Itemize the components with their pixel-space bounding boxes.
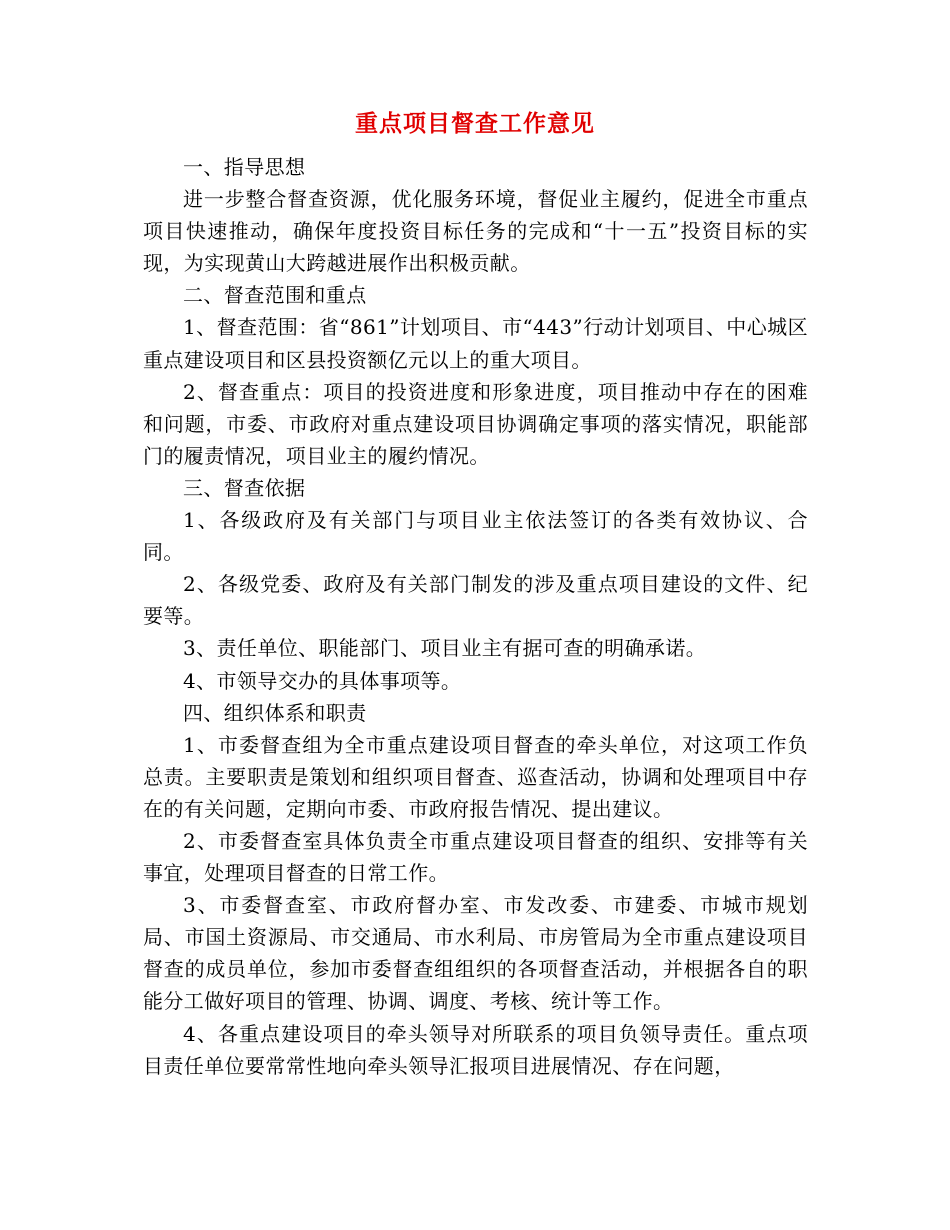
- paragraph-scope-focus: 2、督查重点：项目的投资进度和形象进度，项目推动中存在的困难和问题，市委、市政府对重点建设项目协调确定事项的落实情况，职能部门的履责情况，项目业主的履约情况。: [143, 379, 808, 468]
- paragraph-organization-2: 2、市委督查室具体负责全市重点建设项目督查的组织、安排等有关事宜，处理项目督查的日常工作。: [143, 828, 808, 886]
- paragraph-scope-range: 1、督查范围：省“861”计划项目、市“443”行动计划项目、中心城区重点建设项目和区县投资额亿元以上的重大项目。: [143, 315, 808, 372]
- document-title: 重点项目督查工作意见: [355, 110, 595, 137]
- paragraph-organization-1: 1、市委督查组为全市重点建设项目督查的牵头单位，对这项工作负总责。主要职责是策划和组织项目督查、巡查活动，协调和处理项目中存在的有关问题，定期向市委、市政府报告情况、提出建议。: [143, 732, 808, 821]
- paragraph-basis-1: 1、各级政府及有关部门与项目业主依法签订的各类有效协议、合同。: [143, 508, 808, 565]
- paragraph-basis-4: 4、市领导交办的具体事项等。: [183, 668, 462, 693]
- paragraph-basis-2: 2、各级党委、政府及有关部门制发的涉及重点项目建设的文件、纪要等。: [143, 572, 808, 629]
- paragraph-organization-3: 3、市委督查室、市政府督办室、市发改委、市建委、市城市规划局、市国土资源局、市交通局、市水利局、市房管局为全市重点建设项目督查的成员单位，参加市委督查组组织的各项督查活动，并根据各自的职能分工做好项目的管理、协调、调度、考核、统计等工作。: [143, 893, 808, 1014]
- section-heading-scope: 二、督查范围和重点: [183, 283, 367, 308]
- section-heading-guiding-thought: 一、指导思想: [183, 155, 306, 179]
- paragraph-organization-4: 4、各重点建设项目的牵头领导对所联系的项目负领导责任。重点项目责任单位要常常性地向牵头领导汇报项目进展情况、存在问题，: [143, 1021, 808, 1078]
- section-heading-basis: 三、督查依据: [183, 475, 306, 500]
- paragraph-basis-3: 3、责任单位、职能部门、项目业主有据可查的明确承诺。: [183, 636, 707, 661]
- section-heading-organization: 四、组织体系和职责: [183, 700, 367, 725]
- document-body: [143, 151, 808, 1082]
- paragraph-guiding-thought: 进一步整合督查资源，优化服务环境，督促业主履约，促进全市重点项目快速推动，确保年度投资目标任务的完成和“十一五”投资目标的实现，为实现黄山大跨越进展作出积极贡献。: [143, 187, 808, 276]
